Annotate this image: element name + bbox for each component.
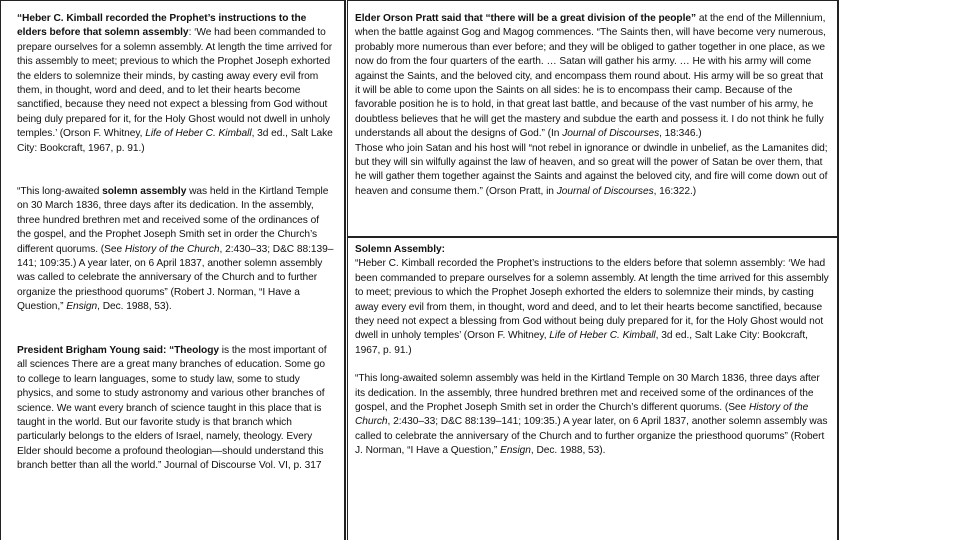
left-block-kimball-tail: , 3d ed., Salt Lake City: Bookcraft, 1967, p. 91.) bbox=[17, 128, 333, 154]
right-top-pratt-tail: , 16:322.) bbox=[653, 185, 697, 197]
right-top-pratt-cite1: Journal of Discourses bbox=[562, 128, 660, 140]
left-block-solemn-lead: solemn assembly bbox=[102, 186, 187, 197]
left-block-solemn-tail: , Dec. 1988, 53). bbox=[97, 301, 172, 313]
left-block-solemn-pre: “This long-awaited bbox=[17, 186, 103, 197]
left-block-solemn-cite2: Ensign bbox=[66, 301, 98, 313]
left-block-solemn-body: was held in the Kirtland Temple on 30 March 1836, three days after its dedication. In the assembly, three hundred brethren met and received some of the ordinances of the gospel, and the Prophet Joseph Smith set in order the Church’s different quorums. (See bbox=[17, 186, 329, 255]
left-block-theology-body: is the most important of all sciences There are a great many branches of education. Some go to college to learn languages, some to study law, some to study physics, and some to study astronomy and various other branches of science. We want every branch of science taught in this place that is taught in the world. But our favorite study is that branch which particularly belongs to the elders of Israel, namely, theology. Every Elder should become a profound theologian—should understand this branch better than all the world.” Journal of Discourse Vol. VI, p. 317 bbox=[17, 345, 327, 472]
right-bottom-block2-cite2: Ensign bbox=[500, 445, 531, 457]
right-top-pratt-para2: Those who join Satan and his host will “not rebel in ignorance or dwindle in unbelief, as the Lamanites did; but they will sin wilfully against the law of heaven, and so great will the power of Satan be over them, that he will gather them together against the Saints and against the beloved city, and fire will come down out of heaven and consume them.” (Orson Pratt, in bbox=[355, 142, 828, 197]
left-block-solemn-assembly bbox=[17, 185, 335, 315]
left-block-theology-lead: President Brigham Young said: “Theology bbox=[17, 345, 220, 356]
left-block-kimball bbox=[17, 12, 335, 156]
left-block-theology bbox=[17, 344, 335, 474]
left-block-solemn-mid: , 2:430–33; D&C 88:139–141; 109:35.) A year later, on 6 April 1837, another solemn assembly was called to celebrate the anniversary of the Church and to further organize the priesthood quorums” (Robert J. Norman, “I Have a Question,” bbox=[17, 243, 334, 313]
right-bottom-block2-tail: , Dec. 1988, 53). bbox=[530, 445, 606, 457]
right-bottom-block1-body: “Heber C. Kimball recorded the Prophet’s instructions to the elders before that solemn assembly: ‘We had been commanded to prepare ourselves for a solemn assembly. At length the time arrived for this assembly to meet; previous to which the Prophet Joseph exhorted the elders to solemnize their minds, by casting away every evil from them, in thought, word and deed, and to let their hearts become sanctified, because they need not expect a blessing from God without being duly prepared for it, for the Holy Ghost would not dwell in unholy temples’ (Orson F. Whitney, bbox=[355, 258, 829, 342]
right-bottom-block2-body: “This long-awaited solemn assembly was held in the Kirtland Temple on 30 March 1836, three days after its dedication. In the assembly, three hundred brethren met and received some of the ordinances of the gospel, and the Prophet Joseph Smith set in order the Church’s different quorums. (See bbox=[355, 373, 820, 414]
left-block-kimball-lead: “Heber C. Kimball recorded the Prophet’s instructions to the elders before that solemn assembly bbox=[17, 13, 307, 39]
right-top-pratt-cite2: Journal of Discourses bbox=[556, 185, 654, 197]
right-bottom-block1-cite: Life of Heber C. Kimball bbox=[549, 330, 656, 342]
right-bottom-heading: Solemn Assembly: bbox=[355, 244, 445, 255]
right-bottom-block2-cite1: History of the Church bbox=[355, 402, 809, 428]
right-top-pratt bbox=[355, 12, 829, 199]
left-block-kimball-cite: Life of Heber C. Kimball bbox=[145, 128, 252, 140]
right-bottom-block1-tail: , 3d ed., Salt Lake City: Bookcraft, 1967, p. 91.) bbox=[355, 330, 808, 356]
right-top-pratt-mid: , 18:346.) bbox=[659, 128, 702, 140]
left-block-kimball-body: : ‘We had been commanded to prepare ourselves for a solemn assembly. At length the time arrived for this assembly to meet; previous to which the Prophet Joseph exhorted the elders to solemnize their minds, by casting away every evil from them, in thought, word and deed, and to let their hearts become sanctified, because they need not expect a blessing from God without being duly prepared for it, for the Holy Ghost would not dwell in unholy temples.’ (Orson F. Whitney, bbox=[17, 27, 333, 140]
right-bottom-block2-mid: , 2:430–33; D&C 88:139–141; 109:35.) A year later, on 6 April 1837, another solemn assembly was called to celebrate the anniversary of the Church and to further organize the priesthood quorums” (Robert J. Norman, “I Have a Question,” bbox=[355, 416, 828, 457]
left-block-solemn-cite1: History of the Church bbox=[124, 243, 220, 255]
right-bottom-solemn bbox=[355, 243, 829, 459]
right-top-pratt-body: at the end of the Millennium, when the battle against Gog and Magog commences. “The Saints then, will have become very numerous, probably more numerous than ever before; and they will be obliged to gather together in one place, as we now do from the four quarters of the earth. … Satan will gather his army. … He with his army will come against the Saints, and the beloved city, and encompass them round about. His army will be so great that it will be able to come upon the Saints on all sides: he is to encompass their camp. Because of the favorable position he is to hold, in that great last battle, and because of the vast number of his army, he doubtless believes that he will get the mastery and subdue the earth and possess it. I do not think he fully understands all about the designs of God.” (In bbox=[355, 13, 826, 140]
right-top-pratt-lead: Elder Orson Pratt said that “there will be a great division of the people” bbox=[355, 13, 697, 24]
